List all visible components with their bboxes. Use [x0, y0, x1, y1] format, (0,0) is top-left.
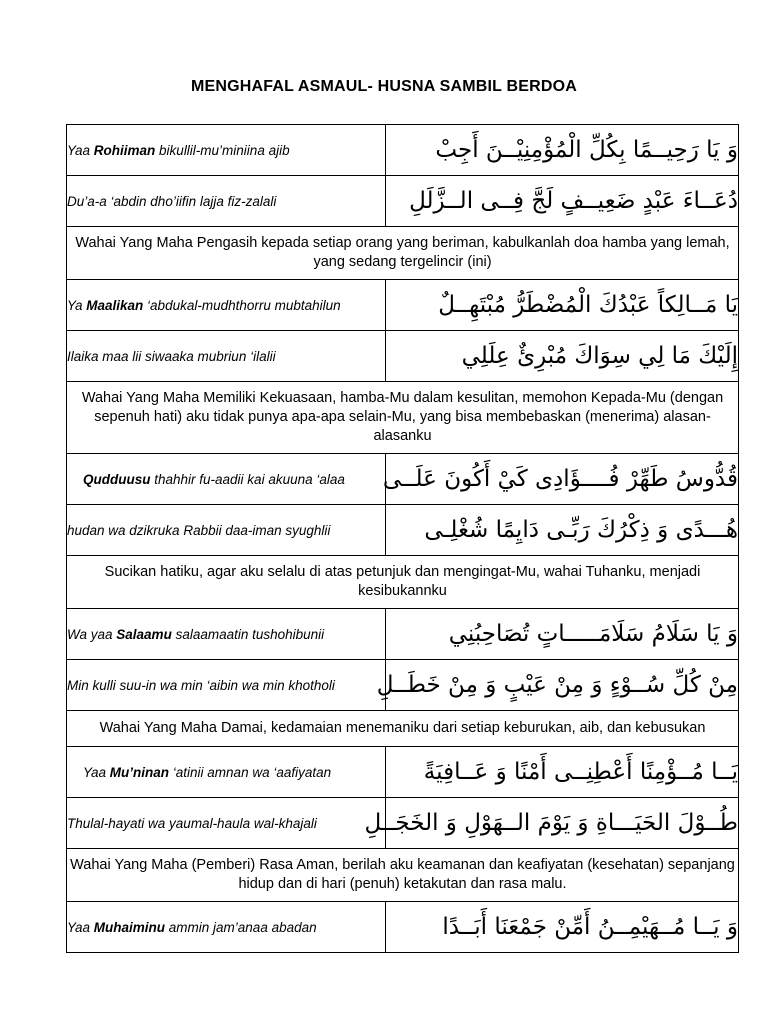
asmaul-husna-name: Mu’ninan [109, 764, 170, 780]
meaning-row [67, 711, 739, 747]
verse-row [67, 125, 739, 176]
asmaul-husna-name: Qudduusu [83, 471, 151, 487]
arabic-verse: إِلَيْكَ مَا لِي سِوَاكَ مُبْرِئٌ عِلَلِي [386, 331, 739, 382]
verse-row [67, 747, 739, 798]
transliteration: Min kulli suu-in wa min ‘aibin wa min khotholi [67, 660, 386, 711]
transliteration: Yaa Rohiiman bikullil-mu’miniina ajib [67, 125, 386, 176]
arabic-verse: مِنْ كُلِّ سُــوْءٍ وَ مِنْ عَيْبٍ وَ مِنْ خَطَــلِ [386, 660, 739, 711]
meaning-row [67, 849, 739, 902]
asmaul-husna-name: Rohiiman [93, 142, 156, 158]
arabic-verse: وَ يَا رَحِيــمًا بِكُلِّ الْمُؤْمِنِيْــنَ أَجِبْ [386, 125, 739, 176]
verse-row [67, 902, 739, 953]
transliteration: Yaa Muhaiminu ammin jam’anaa abadan [67, 902, 386, 953]
asmaul-husna-name: Maalikan [86, 297, 144, 313]
verse-row [67, 331, 739, 382]
translation: Sucikan hatiku, agar aku selalu di atas petunjuk dan mengingat-Mu, wahai Tuhanku, menjadi kesibukannku [67, 556, 739, 609]
transliteration: Du’a-a ‘abdin dho’iifin lajja fiz-zalali [67, 176, 386, 227]
asmaul-husna-name: Muhaiminu [93, 919, 166, 935]
transliteration: hudan wa dzikruka Rabbii daa-iman syughlii [67, 505, 386, 556]
arabic-verse: طُــوْلَ الحَيَـــاةِ وَ يَوْمَ الــهَوْلِ وَ الخَجَــلِ [386, 798, 739, 849]
verse-row [67, 505, 739, 556]
translation: Wahai Yang Maha Pengasih kepada setiap orang yang beriman, kabulkanlah doa hamba yang lemah, yang sedang tergelincir (ini) [67, 227, 739, 280]
transliteration: Ilaika maa lii siwaaka mubriun ‘ilalii [67, 331, 386, 382]
transliteration: Qudduusu thahhir fu-aadii kai akuuna ‘alaa [67, 454, 386, 505]
verse-row [67, 798, 739, 849]
arabic-verse: وَ يَــا مُــهَيْمِــنُ أَمِّنْ جَمْعَنَا أَبَــدًا [386, 902, 739, 953]
transliteration: Ya Maalikan ‘abdukal-mudhthorru mubtahilun [67, 280, 386, 331]
arabic-verse: قُدُّوسُ طَهِّرْ فُــــؤَادِى كَيْ أَكُونَ عَلَــى [386, 454, 739, 505]
translation: Wahai Yang Maha Memiliki Kekuasaan, hamba-Mu dalam kesulitan, memohon Kepada-Mu (dengan sepenuh hati) aku tidak punya apa-apa selain-Mu, yang bisa membebaskan (menerima) alasan-alasanku [67, 382, 739, 454]
transliteration: Thulal-hayati wa yaumal-haula wal-khajali [67, 798, 386, 849]
verse-row [67, 176, 739, 227]
meaning-row [67, 382, 739, 454]
prayer-table [66, 124, 739, 953]
verse-row [67, 609, 739, 660]
arabic-verse: يَا مَــالِكاً عَبْدُكَ الْمُضْطَرُّ مُبْتَهِــلٌ [386, 280, 739, 331]
meaning-row [67, 556, 739, 609]
transliteration: Yaa Mu’ninan ‘atinii amnan wa ‘aafiyatan [67, 747, 386, 798]
meaning-row [67, 227, 739, 280]
verse-row [67, 454, 739, 505]
arabic-verse: دُعَــاءَ عَبْدٍ ضَعِيــفٍ لَجَّ فِــى الــزَّلَلِ [386, 176, 739, 227]
transliteration: Wa yaa Salaamu salaamaatin tushohibunii [67, 609, 386, 660]
arabic-verse: هُـــدًى وَ ذِكْرُكَ رَبِّـى دَايِمًا شُغْلِـى [386, 505, 739, 556]
arabic-verse: وَ يَا سَلَامُ سَلَامَـــــاتٍ تُصَاحِبُنِي [386, 609, 739, 660]
asmaul-husna-name: Salaamu [116, 626, 172, 642]
translation: Wahai Yang Maha Damai, kedamaian menemaniku dari setiap keburukan, aib, dan kebusukan [67, 711, 739, 747]
arabic-verse: يَــا مُــؤْمِنًا أَعْطِنِــى أَمْنًا وَ عَــافِيَةً [386, 747, 739, 798]
verse-row [67, 280, 739, 331]
page-title: MENGHAFAL ASMAUL- HUSNA SAMBIL BERDOA [190, 78, 578, 95]
verse-row [67, 660, 739, 711]
translation: Wahai Yang Maha (Pemberi) Rasa Aman, berilah aku keamanan dan keafiyatan (kesehatan) sepanjang hidup dan di hari (penuh) ketakutan dan rasa malu. [67, 849, 739, 902]
